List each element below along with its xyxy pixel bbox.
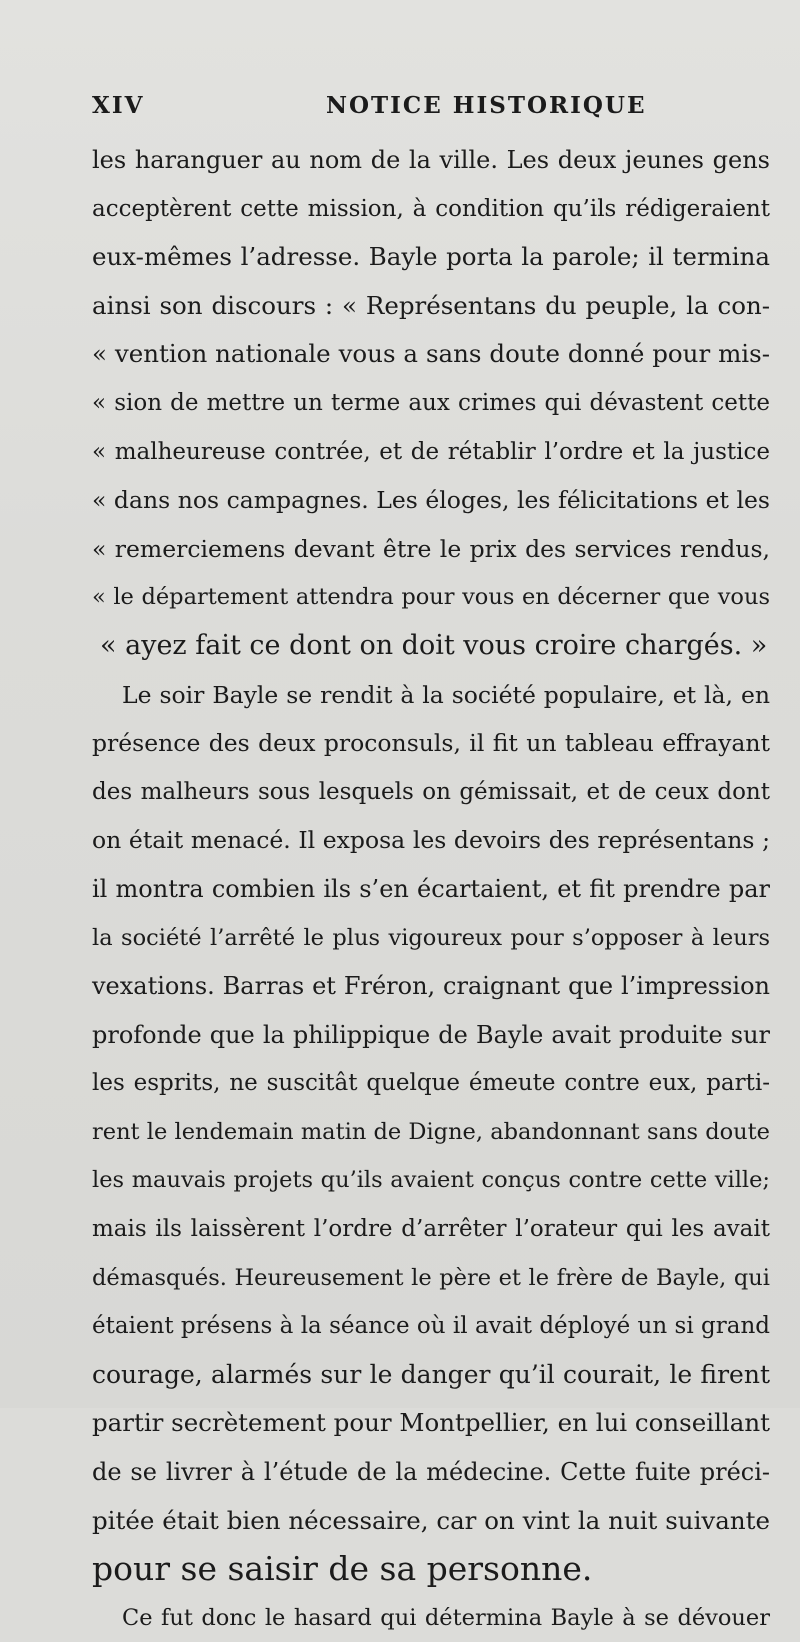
- paragraph-start-line: Le soir Bayle se rendit à la société populaire, et là, en: [122, 680, 770, 709]
- text-line: profonde que la philippique de Bayle avait produite sur: [92, 1020, 770, 1049]
- text-line: mais ils laissèrent l’ordre d’arrêter l’orateur qui les avait: [92, 1216, 770, 1243]
- quote-line: « remerciemens devant être le prix des services rendus,: [92, 534, 770, 563]
- paragraph-start-line: Ce fut donc le hasard qui détermina Bayle à se dévouer: [122, 1604, 770, 1631]
- text-line: la société l’arrêté le plus vigoureux pour s’opposer à leurs: [92, 924, 770, 951]
- paragraph-end-line: pour se saisir de sa personne.: [92, 1549, 593, 1589]
- quote-line: « vention nationale vous a sans doute donné pour mis-: [92, 339, 770, 369]
- body-text: [92, 136, 770, 1642]
- text-line: courage, alarmés sur le danger qu’il courait, le firent: [92, 1359, 770, 1389]
- text-line: on était menacé. Il exposa les devoirs des représentans ;: [92, 826, 770, 855]
- text-line: les esprits, ne suscitât quelque émeute contre eux, parti-: [92, 1070, 770, 1097]
- text-line: les mauvais projets qu’ils avaient conçus contre cette ville;: [92, 1167, 770, 1194]
- text-line: les haranguer au nom de la ville. Les deux jeunes gens: [92, 146, 770, 174]
- quote-line: « ayez fait ce dont on doit vous croire chargés. »: [100, 629, 768, 661]
- text-line: démasqués. Heureusement le père et le frère de Bayle, qui: [92, 1264, 770, 1291]
- text-line: étaient présens à la séance où il avait déployé un si grand: [92, 1313, 770, 1340]
- text-line: partir secrètement pour Montpellier, en lui conseillant: [92, 1408, 770, 1438]
- text-line: il montra combien ils s’en écartaient, et fit prendre par: [92, 874, 770, 903]
- text-line: ainsi son discours : « Représentans du peuple, la con-: [92, 290, 770, 320]
- text-line: pitée était bien nécessaire, car on vint la nuit suivante: [92, 1505, 770, 1535]
- text-line: acceptèrent cette mission, à condition qu’ils rédigeraient: [92, 195, 770, 222]
- page-number: XIV: [92, 92, 145, 119]
- text-line: des malheurs sous lesquels on gémissait, et de ceux dont: [92, 778, 770, 805]
- text-line: rent le lendemain matin de Digne, abandonnant sans doute: [92, 1118, 770, 1145]
- text-line: vexations. Barras et Fréron, craignant que l’impression: [92, 972, 770, 1001]
- quote-line: « malheureuse contrée, et de rétablir l’ordre et la justice: [92, 438, 770, 465]
- running-head: [92, 92, 760, 126]
- quote-line: « sion de mettre un terme aux crimes qui dévastent cette: [92, 389, 770, 416]
- quote-line: « le département attendra pour vous en décerner que vous: [92, 584, 770, 611]
- text-line: présence des deux proconsuls, il fit un tableau effrayant: [92, 729, 770, 758]
- quote-line: « dans nos campagnes. Les éloges, les félicitations et les: [92, 486, 770, 515]
- running-title: NOTICE HISTORIQUE: [326, 92, 647, 119]
- text-line: de se livrer à l’étude de la médecine. Cette fuite préci-: [92, 1458, 770, 1487]
- text-line: eux-mêmes l’adresse. Bayle porta la parole; il termina: [92, 242, 770, 272]
